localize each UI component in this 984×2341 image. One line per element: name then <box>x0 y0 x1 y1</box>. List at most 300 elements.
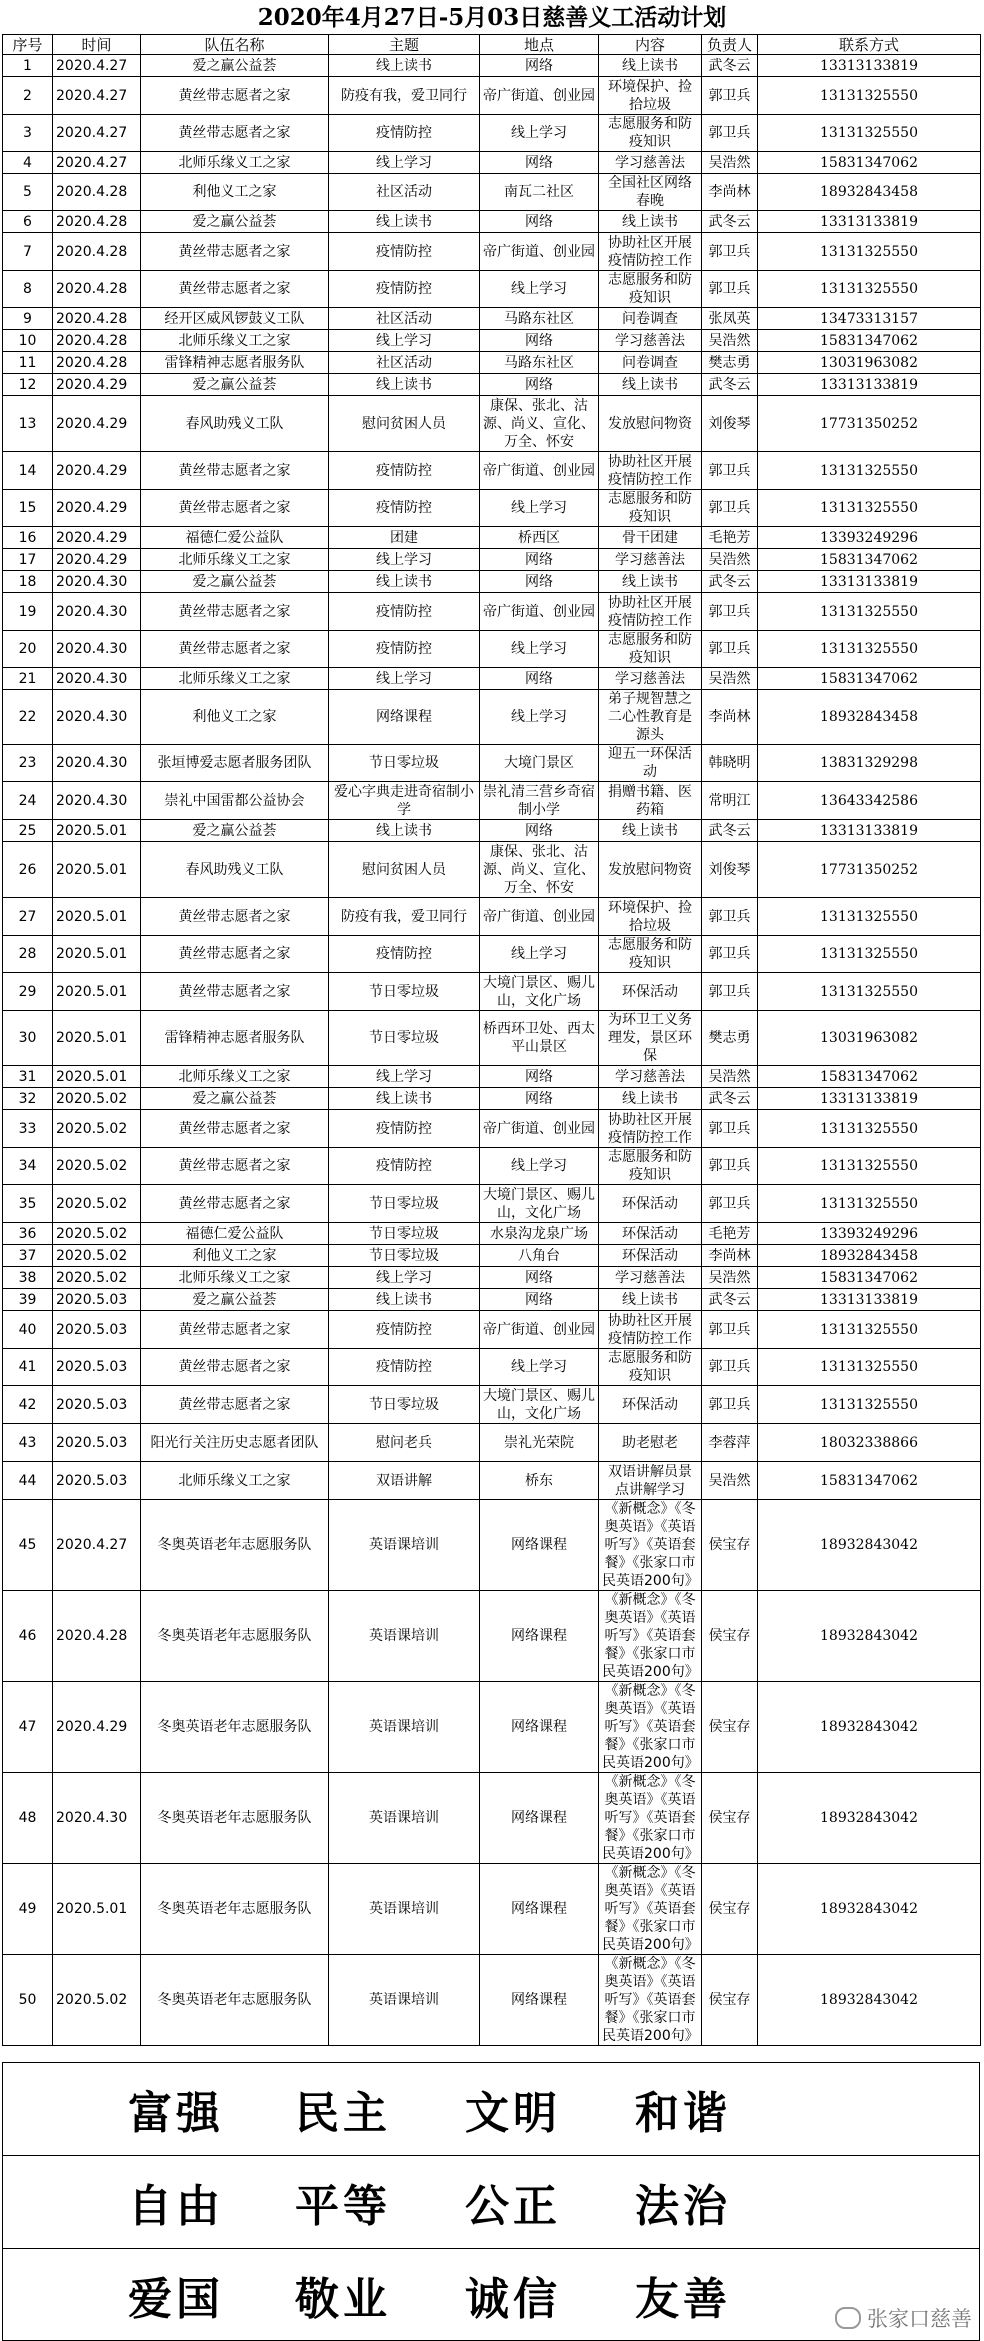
cell-seq: 9 <box>3 308 53 330</box>
cell-team: 冬奥英语老年志愿服务队 <box>141 1682 329 1773</box>
cell-topic: 疫情防控 <box>329 115 480 152</box>
cell-team: 阳光行关注历史志愿者团队 <box>141 1424 329 1462</box>
table-row <box>3 593 981 631</box>
cell-content: 线上读书 <box>599 571 702 593</box>
table-row <box>3 1066 981 1088</box>
cell-phone: 18932843042 <box>758 1864 981 1955</box>
cell-phone: 13313133819 <box>758 1088 981 1110</box>
cell-place: 桥东 <box>480 1462 599 1500</box>
cell-team: 利他义工之家 <box>141 1245 329 1267</box>
cell-content: 《新概念》《冬奥英语》《英语听写》《英语套餐》《张家口市民英语200句》 <box>599 1500 702 1591</box>
cell-team: 福德仁爱公益队 <box>141 527 329 549</box>
cell-date: 2020.5.01 <box>53 1066 141 1088</box>
cell-team: 北师乐缘义工之家 <box>141 668 329 690</box>
cell-phone: 13031963082 <box>758 352 981 374</box>
column-header-team: 队伍名称 <box>141 35 329 55</box>
cell-topic: 线上学习 <box>329 330 480 352</box>
cell-place: 网络课程 <box>480 1500 599 1591</box>
cell-team: 爱之赢公益荟 <box>141 211 329 233</box>
page-title: 2020年4月27日-5月03日慈善义工活动计划 <box>257 4 727 31</box>
table-row <box>3 1864 981 1955</box>
cell-phone: 13131325550 <box>758 1110 981 1148</box>
cell-leader: 李蓉萍 <box>702 1424 758 1462</box>
cell-date: 2020.5.02 <box>53 1223 141 1245</box>
cell-seq: 15 <box>3 490 53 527</box>
cell-topic: 爱心字典走进奇宿制小学 <box>329 782 480 820</box>
cell-leader: 郭卫兵 <box>702 973 758 1011</box>
cell-team: 经开区威风锣鼓义工队 <box>141 308 329 330</box>
cell-date: 2020.4.27 <box>53 1500 141 1591</box>
cell-content: 协助社区开展疫情防控工作 <box>599 1311 702 1349</box>
cell-content: 《新概念》《冬奥英语》《英语听写》《英语套餐》《张家口市民英语200句》 <box>599 1682 702 1773</box>
cell-leader: 侯宝存 <box>702 1864 758 1955</box>
cell-topic: 节日零垃圾 <box>329 1386 480 1424</box>
cell-seq: 22 <box>3 690 53 745</box>
value-word: 友善 <box>635 2274 731 2325</box>
cell-leader: 毛艳芳 <box>702 527 758 549</box>
cell-seq: 40 <box>3 1311 53 1349</box>
cell-date: 2020.5.01 <box>53 973 141 1011</box>
cell-topic: 社区活动 <box>329 352 480 374</box>
cell-topic: 节日零垃圾 <box>329 1011 480 1066</box>
table-row <box>3 1682 981 1773</box>
cell-content: 线上读书 <box>599 55 702 77</box>
table-row <box>3 308 981 330</box>
cell-leader: 武冬云 <box>702 55 758 77</box>
cell-date: 2020.4.29 <box>53 396 141 452</box>
cell-leader: 吴浩然 <box>702 1066 758 1088</box>
cell-content: 志愿服务和防疫知识 <box>599 271 702 308</box>
cell-date: 2020.5.02 <box>53 1148 141 1185</box>
cell-seq: 17 <box>3 549 53 571</box>
cell-date: 2020.4.27 <box>53 77 141 115</box>
cell-content: 线上读书 <box>599 820 702 842</box>
cell-place: 网络 <box>480 571 599 593</box>
cell-leader: 常明江 <box>702 782 758 820</box>
table-row <box>3 1424 981 1462</box>
cell-team: 爱之赢公益荟 <box>141 374 329 396</box>
cell-team: 黄丝带志愿者之家 <box>141 233 329 271</box>
cell-content: 环保活动 <box>599 973 702 1011</box>
cell-seq: 10 <box>3 330 53 352</box>
cell-place: 网络 <box>480 55 599 77</box>
cell-phone: 17731350252 <box>758 396 981 452</box>
cell-leader: 吴浩然 <box>702 668 758 690</box>
cell-team: 黄丝带志愿者之家 <box>141 973 329 1011</box>
cell-seq: 7 <box>3 233 53 271</box>
cell-seq: 41 <box>3 1349 53 1386</box>
values-row <box>3 2156 979 2249</box>
cell-content: 骨干团建 <box>599 527 702 549</box>
cell-topic: 节日零垃圾 <box>329 745 480 782</box>
cell-content: 发放慰问物资 <box>599 842 702 898</box>
cell-place: 网络课程 <box>480 1864 599 1955</box>
cell-content: 环境保护、捡拾垃圾 <box>599 77 702 115</box>
cell-topic: 节日零垃圾 <box>329 1245 480 1267</box>
cell-topic: 疫情防控 <box>329 936 480 973</box>
table-row <box>3 452 981 490</box>
cell-phone: 15831347062 <box>758 152 981 174</box>
cell-seq: 29 <box>3 973 53 1011</box>
cell-place: 帝广街道、创业园 <box>480 233 599 271</box>
cell-content: 协助社区开展疫情防控工作 <box>599 233 702 271</box>
cell-leader: 侯宝存 <box>702 1773 758 1864</box>
cell-phone: 18932843042 <box>758 1500 981 1591</box>
table-row <box>3 527 981 549</box>
cell-topic: 线上读书 <box>329 55 480 77</box>
cell-phone: 13131325550 <box>758 1386 981 1424</box>
table-row <box>3 745 981 782</box>
value-word: 平等 <box>295 2181 391 2232</box>
cell-leader: 毛艳芳 <box>702 1223 758 1245</box>
cell-date: 2020.5.02 <box>53 1245 141 1267</box>
cell-topic: 慰问老兵 <box>329 1424 480 1462</box>
cell-date: 2020.4.28 <box>53 352 141 374</box>
cell-phone: 13643342586 <box>758 782 981 820</box>
cell-content: 捐赠书籍、医药箱 <box>599 782 702 820</box>
cell-phone: 13131325550 <box>758 1349 981 1386</box>
cell-date: 2020.4.28 <box>53 330 141 352</box>
cell-team: 黄丝带志愿者之家 <box>141 271 329 308</box>
cell-place: 网络 <box>480 668 599 690</box>
cell-content: 志愿服务和防疫知识 <box>599 115 702 152</box>
cell-date: 2020.4.30 <box>53 668 141 690</box>
cell-content: 弟子规智慧之二心性教育是源头 <box>599 690 702 745</box>
cell-leader: 郭卫兵 <box>702 233 758 271</box>
cell-team: 黄丝带志愿者之家 <box>141 1311 329 1349</box>
cell-place: 线上学习 <box>480 490 599 527</box>
cell-phone: 13313133819 <box>758 55 981 77</box>
cell-phone: 18032338866 <box>758 1424 981 1462</box>
cell-phone: 13131325550 <box>758 490 981 527</box>
cell-phone: 13831329298 <box>758 745 981 782</box>
value-word: 法治 <box>635 2181 731 2232</box>
cell-topic: 疫情防控 <box>329 452 480 490</box>
cell-phone: 15831347062 <box>758 1462 981 1500</box>
value-word: 民主 <box>295 2088 391 2139</box>
table-row <box>3 271 981 308</box>
cell-phone: 13131325550 <box>758 593 981 631</box>
cell-seq: 50 <box>3 1955 53 2046</box>
table-row <box>3 1311 981 1349</box>
cell-content: 协助社区开展疫情防控工作 <box>599 452 702 490</box>
cell-place: 线上学习 <box>480 1148 599 1185</box>
cell-topic: 慰问贫困人员 <box>329 842 480 898</box>
cell-phone: 17731350252 <box>758 842 981 898</box>
cell-topic: 疫情防控 <box>329 1148 480 1185</box>
cell-topic: 疫情防控 <box>329 1311 480 1349</box>
cell-date: 2020.4.27 <box>53 55 141 77</box>
cell-place: 线上学习 <box>480 631 599 668</box>
cell-content: 双语讲解员景点讲解学习 <box>599 1462 702 1500</box>
cell-date: 2020.5.01 <box>53 898 141 936</box>
column-header-place: 地点 <box>480 35 599 55</box>
cell-phone: 15831347062 <box>758 330 981 352</box>
cell-topic: 社区活动 <box>329 174 480 211</box>
cell-topic: 双语讲解 <box>329 1462 480 1500</box>
values-row <box>3 2249 979 2341</box>
cell-place: 线上学习 <box>480 936 599 973</box>
cell-seq: 5 <box>3 174 53 211</box>
cell-date: 2020.4.29 <box>53 490 141 527</box>
cell-topic: 线上读书 <box>329 1289 480 1311</box>
cell-topic: 线上读书 <box>329 211 480 233</box>
cell-seq: 48 <box>3 1773 53 1864</box>
cell-date: 2020.5.03 <box>53 1349 141 1386</box>
cell-content: 问卷调查 <box>599 308 702 330</box>
cell-topic: 疫情防控 <box>329 1349 480 1386</box>
cell-date: 2020.4.30 <box>53 593 141 631</box>
cell-content: 《新概念》《冬奥英语》《英语听写》《英语套餐》《张家口市民英语200句》 <box>599 1864 702 1955</box>
cell-date: 2020.5.02 <box>53 1185 141 1223</box>
cell-phone: 15831347062 <box>758 668 981 690</box>
cell-team: 福德仁爱公益队 <box>141 1223 329 1245</box>
table-row <box>3 1011 981 1066</box>
cell-topic: 团建 <box>329 527 480 549</box>
cell-place: 线上学习 <box>480 115 599 152</box>
cell-topic: 线上学习 <box>329 668 480 690</box>
cell-content: 学习慈善法 <box>599 549 702 571</box>
cell-team: 黄丝带志愿者之家 <box>141 1148 329 1185</box>
cell-place: 康保、张北、沽源、尚义、宣化、万全、怀安 <box>480 396 599 452</box>
cell-topic: 线上读书 <box>329 571 480 593</box>
table-row <box>3 1223 981 1245</box>
cell-seq: 27 <box>3 898 53 936</box>
table-row <box>3 782 981 820</box>
column-header-seq: 序号 <box>3 35 53 55</box>
cell-leader: 樊志勇 <box>702 352 758 374</box>
cell-topic: 线上学习 <box>329 152 480 174</box>
cell-topic: 节日零垃圾 <box>329 1223 480 1245</box>
watermark-text: 张家口慈善 <box>867 2307 972 2331</box>
cell-leader: 吴浩然 <box>702 1267 758 1289</box>
cell-leader: 侯宝存 <box>702 1955 758 2046</box>
cell-seq: 6 <box>3 211 53 233</box>
cell-seq: 46 <box>3 1591 53 1682</box>
cell-topic: 疫情防控 <box>329 233 480 271</box>
cell-phone: 13131325550 <box>758 1185 981 1223</box>
cell-date: 2020.5.03 <box>53 1462 141 1500</box>
cell-place: 大境门景区、赐儿山，文化广场 <box>480 1185 599 1223</box>
cell-content: 环保活动 <box>599 1245 702 1267</box>
table-row <box>3 1591 981 1682</box>
cell-team: 张垣博爱志愿者服务团队 <box>141 745 329 782</box>
cell-date: 2020.4.28 <box>53 174 141 211</box>
column-header-content: 内容 <box>599 35 702 55</box>
cell-team: 黄丝带志愿者之家 <box>141 1185 329 1223</box>
cell-seq: 20 <box>3 631 53 668</box>
cell-date: 2020.4.30 <box>53 745 141 782</box>
cell-phone: 18932843458 <box>758 1245 981 1267</box>
cell-date: 2020.4.28 <box>53 211 141 233</box>
cell-place: 崇礼清三营乡奇宿制小学 <box>480 782 599 820</box>
cell-content: 环境保护、捡拾垃圾 <box>599 898 702 936</box>
cell-seq: 30 <box>3 1011 53 1066</box>
cell-seq: 8 <box>3 271 53 308</box>
cell-topic: 线上读书 <box>329 1088 480 1110</box>
cell-leader: 侯宝存 <box>702 1500 758 1591</box>
cell-place: 帝广街道、创业园 <box>480 77 599 115</box>
cell-phone: 18932843042 <box>758 1682 981 1773</box>
table-row <box>3 1462 981 1500</box>
cell-seq: 11 <box>3 352 53 374</box>
cell-place: 水泉沟龙泉广场 <box>480 1223 599 1245</box>
cell-seq: 42 <box>3 1386 53 1424</box>
cell-team: 爱之赢公益荟 <box>141 55 329 77</box>
cell-phone: 13313133819 <box>758 374 981 396</box>
cell-content: 为环卫工义务理发，景区环保 <box>599 1011 702 1066</box>
cell-phone: 18932843458 <box>758 690 981 745</box>
cell-content: 问卷调查 <box>599 352 702 374</box>
cell-seq: 14 <box>3 452 53 490</box>
cell-place: 线上学习 <box>480 271 599 308</box>
cell-content: 学习慈善法 <box>599 668 702 690</box>
cell-leader: 郭卫兵 <box>702 898 758 936</box>
cell-seq: 36 <box>3 1223 53 1245</box>
cell-place: 网络 <box>480 820 599 842</box>
cell-content: 发放慰问物资 <box>599 396 702 452</box>
cell-date: 2020.5.01 <box>53 1864 141 1955</box>
cell-phone: 18932843458 <box>758 174 981 211</box>
cell-place: 帝广街道、创业园 <box>480 452 599 490</box>
table-row <box>3 77 981 115</box>
cell-content: 志愿服务和防疫知识 <box>599 1349 702 1386</box>
cell-content: 《新概念》《冬奥英语》《英语听写》《英语套餐》《张家口市民英语200句》 <box>599 1955 702 2046</box>
cell-seq: 16 <box>3 527 53 549</box>
table-row <box>3 1500 981 1591</box>
cell-content: 志愿服务和防疫知识 <box>599 631 702 668</box>
cell-topic: 疫情防控 <box>329 490 480 527</box>
cell-team: 爱之赢公益荟 <box>141 1289 329 1311</box>
table-row <box>3 1773 981 1864</box>
cell-topic: 疫情防控 <box>329 271 480 308</box>
cell-topic: 防疫有我，爱卫同行 <box>329 898 480 936</box>
cell-place: 马路东社区 <box>480 308 599 330</box>
cell-leader: 郭卫兵 <box>702 631 758 668</box>
cell-leader: 吴浩然 <box>702 152 758 174</box>
cell-content: 助老慰老 <box>599 1424 702 1462</box>
cell-phone: 13313133819 <box>758 571 981 593</box>
cell-seq: 13 <box>3 396 53 452</box>
cell-topic: 英语课培训 <box>329 1500 480 1591</box>
cell-team: 黄丝带志愿者之家 <box>141 1349 329 1386</box>
cell-team: 黄丝带志愿者之家 <box>141 490 329 527</box>
cell-seq: 32 <box>3 1088 53 1110</box>
cell-place: 桥西区 <box>480 527 599 549</box>
cell-seq: 34 <box>3 1148 53 1185</box>
cell-place: 网络 <box>480 374 599 396</box>
cell-leader: 张凤英 <box>702 308 758 330</box>
cell-seq: 47 <box>3 1682 53 1773</box>
table-row <box>3 842 981 898</box>
cell-leader: 李尚林 <box>702 174 758 211</box>
cell-topic: 节日零垃圾 <box>329 1185 480 1223</box>
cell-content: 线上读书 <box>599 1289 702 1311</box>
cell-seq: 4 <box>3 152 53 174</box>
cell-leader: 吴浩然 <box>702 1462 758 1500</box>
cell-place: 帝广街道、创业园 <box>480 1311 599 1349</box>
cell-phone: 18932843042 <box>758 1955 981 2046</box>
cell-team: 崇礼中国雷都公益协会 <box>141 782 329 820</box>
column-header-phone: 联系方式 <box>758 35 981 55</box>
table-row <box>3 1267 981 1289</box>
cell-date: 2020.5.01 <box>53 820 141 842</box>
table-row <box>3 571 981 593</box>
cell-date: 2020.5.01 <box>53 936 141 973</box>
cell-seq: 33 <box>3 1110 53 1148</box>
table-row <box>3 374 981 396</box>
cell-leader: 郭卫兵 <box>702 936 758 973</box>
cell-place: 网络 <box>480 211 599 233</box>
table-body <box>3 55 981 2046</box>
cell-leader: 郭卫兵 <box>702 1148 758 1185</box>
cell-place: 南瓦二社区 <box>480 174 599 211</box>
cell-place: 八角台 <box>480 1245 599 1267</box>
cell-leader: 刘俊琴 <box>702 396 758 452</box>
cell-date: 2020.4.28 <box>53 271 141 308</box>
cell-date: 2020.5.02 <box>53 1110 141 1148</box>
cell-content: 志愿服务和防疫知识 <box>599 1148 702 1185</box>
table-row <box>3 936 981 973</box>
cell-topic: 社区活动 <box>329 308 480 330</box>
cell-phone: 13313133819 <box>758 820 981 842</box>
cell-leader: 韩晓明 <box>702 745 758 782</box>
cell-phone: 15831347062 <box>758 1267 981 1289</box>
cell-team: 爱之赢公益荟 <box>141 1088 329 1110</box>
cell-phone: 13131325550 <box>758 233 981 271</box>
cell-team: 北师乐缘义工之家 <box>141 549 329 571</box>
cell-leader: 吴浩然 <box>702 330 758 352</box>
cell-team: 爱之赢公益荟 <box>141 820 329 842</box>
cell-topic: 线上读书 <box>329 374 480 396</box>
cell-content: 全国社区网络春晚 <box>599 174 702 211</box>
cell-place: 网络课程 <box>480 1682 599 1773</box>
cell-leader: 武冬云 <box>702 820 758 842</box>
cell-topic: 疫情防控 <box>329 593 480 631</box>
cell-seq: 21 <box>3 668 53 690</box>
cell-team: 爱之赢公益荟 <box>141 571 329 593</box>
table-row <box>3 1245 981 1267</box>
cell-date: 2020.4.29 <box>53 452 141 490</box>
table-row <box>3 233 981 271</box>
cell-date: 2020.5.01 <box>53 1011 141 1066</box>
table-row <box>3 1289 981 1311</box>
table-row <box>3 1185 981 1223</box>
value-word: 文明 <box>465 2088 561 2139</box>
cell-place: 马路东社区 <box>480 352 599 374</box>
cell-seq: 49 <box>3 1864 53 1955</box>
table-row <box>3 1386 981 1424</box>
cell-place: 帝广街道、创业园 <box>480 898 599 936</box>
table-row <box>3 152 981 174</box>
table-row <box>3 55 981 77</box>
value-word: 敬业 <box>295 2274 391 2325</box>
cell-date: 2020.4.30 <box>53 1773 141 1864</box>
cell-topic: 疫情防控 <box>329 631 480 668</box>
cell-topic: 英语课培训 <box>329 1864 480 1955</box>
table-row <box>3 973 981 1011</box>
cell-seq: 35 <box>3 1185 53 1223</box>
cell-seq: 18 <box>3 571 53 593</box>
cell-phone: 13131325550 <box>758 115 981 152</box>
cell-team: 冬奥英语老年志愿服务队 <box>141 1864 329 1955</box>
cell-content: 环保活动 <box>599 1386 702 1424</box>
table-row <box>3 1955 981 2046</box>
cell-team: 利他义工之家 <box>141 690 329 745</box>
table-row <box>3 820 981 842</box>
table-row <box>3 330 981 352</box>
cell-topic: 英语课培训 <box>329 1773 480 1864</box>
